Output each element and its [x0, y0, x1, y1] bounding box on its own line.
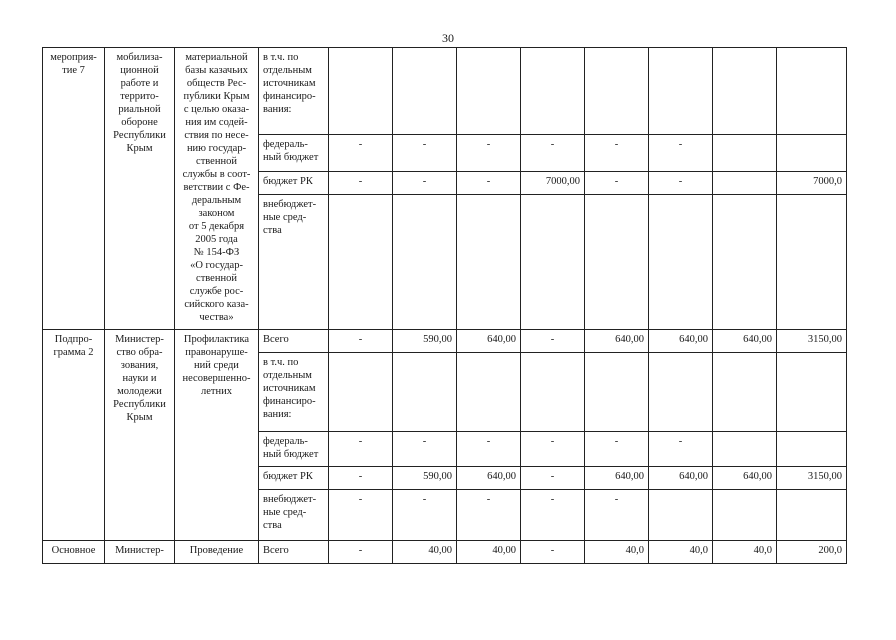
executor-cell: Министер- ство обра- зования, науки и молодежи Республики Крым	[105, 330, 175, 541]
value-cell: -	[521, 330, 585, 353]
value-cell	[457, 353, 521, 432]
source-cell: Всего	[259, 541, 329, 564]
value-cell: 40,0	[649, 541, 713, 564]
value-cell: 40,0	[585, 541, 649, 564]
value-cell	[649, 353, 713, 432]
value-cell	[649, 195, 713, 330]
value-cell	[713, 490, 777, 541]
value-cell: 7000,0	[777, 172, 847, 195]
value-cell: -	[393, 490, 457, 541]
value-cell: 7000,00	[521, 172, 585, 195]
value-cell: 640,00	[585, 467, 649, 490]
value-cell: 640,00	[649, 330, 713, 353]
value-cell: -	[329, 135, 393, 172]
value-cell: -	[393, 135, 457, 172]
value-cell: 590,00	[393, 330, 457, 353]
value-cell	[585, 48, 649, 135]
value-cell: -	[457, 432, 521, 467]
table-row	[43, 541, 847, 564]
budget-table-body	[43, 48, 847, 564]
source-cell: в т.ч. по отдельным источникам финансиро- вания:	[259, 48, 329, 135]
value-cell: -	[585, 432, 649, 467]
value-cell	[713, 48, 777, 135]
value-cell	[713, 195, 777, 330]
value-cell: 40,0	[713, 541, 777, 564]
event-name-cell: Профилактика правонаруше- ний среди несовершенно- летних	[175, 330, 259, 541]
value-cell: -	[457, 490, 521, 541]
value-cell	[585, 195, 649, 330]
value-cell: 640,00	[457, 467, 521, 490]
value-cell	[329, 195, 393, 330]
value-cell: -	[329, 467, 393, 490]
value-cell: 640,00	[457, 330, 521, 353]
table-row	[43, 48, 847, 135]
value-cell: -	[521, 467, 585, 490]
value-cell	[393, 195, 457, 330]
value-cell: 3150,00	[777, 330, 847, 353]
value-cell: 200,0	[777, 541, 847, 564]
source-cell: внебюджет- ные сред- ства	[259, 490, 329, 541]
value-cell: -	[585, 490, 649, 541]
value-cell: -	[521, 432, 585, 467]
table-row	[43, 330, 847, 353]
value-cell: 3150,00	[777, 467, 847, 490]
row-label-cell: Подпро- грамма 2	[43, 330, 105, 541]
executor-cell: Министер-	[105, 541, 175, 564]
source-cell: внебюджет- ные сред- ства	[259, 195, 329, 330]
value-cell	[457, 195, 521, 330]
value-cell: -	[393, 432, 457, 467]
source-cell: бюджет РК	[259, 172, 329, 195]
source-cell: федераль- ный бюджет	[259, 135, 329, 172]
value-cell	[585, 353, 649, 432]
source-cell: федераль- ный бюджет	[259, 432, 329, 467]
value-cell: -	[457, 135, 521, 172]
source-cell: Всего	[259, 330, 329, 353]
value-cell: -	[393, 172, 457, 195]
value-cell	[777, 48, 847, 135]
value-cell: 640,00	[713, 330, 777, 353]
value-cell	[713, 135, 777, 172]
page-number: 30	[442, 31, 454, 45]
value-cell: 640,00	[713, 467, 777, 490]
value-cell: -	[521, 490, 585, 541]
value-cell	[777, 135, 847, 172]
value-cell	[521, 353, 585, 432]
value-cell: -	[329, 490, 393, 541]
value-cell	[329, 48, 393, 135]
value-cell: -	[329, 330, 393, 353]
source-cell: бюджет РК	[259, 467, 329, 490]
source-cell: в т.ч. по отдельным источникам финансиро- вания:	[259, 353, 329, 432]
value-cell	[649, 48, 713, 135]
value-cell: -	[649, 135, 713, 172]
value-cell	[777, 195, 847, 330]
value-cell: 640,00	[585, 330, 649, 353]
value-cell: -	[649, 172, 713, 195]
value-cell: -	[521, 541, 585, 564]
value-cell: -	[329, 172, 393, 195]
value-cell	[649, 490, 713, 541]
row-label-cell: Основное	[43, 541, 105, 564]
event-name-cell: Проведение	[175, 541, 259, 564]
value-cell	[329, 353, 393, 432]
value-cell: 590,00	[393, 467, 457, 490]
value-cell	[713, 432, 777, 467]
value-cell: -	[585, 135, 649, 172]
value-cell	[393, 48, 457, 135]
value-cell	[777, 432, 847, 467]
value-cell: -	[585, 172, 649, 195]
row-label-cell: мероприя- тие 7	[43, 48, 105, 330]
event-name-cell: материальной базы казачьих обществ Рес- публики Крым с целью оказа- ния им содей- ствия по несе- нию государ- ственной службы в соот- ветствии с Фе- деральным законом от 5 декабря 2005 года № 154-ФЗ «О государ- ственной службе рос- сийского каза- чества»	[175, 48, 259, 330]
value-cell	[521, 48, 585, 135]
value-cell	[713, 353, 777, 432]
executor-cell: мобилиза- ционной работе и террито- риальной обороне Республики Крым	[105, 48, 175, 330]
value-cell: 40,00	[393, 541, 457, 564]
value-cell	[521, 195, 585, 330]
value-cell: -	[329, 541, 393, 564]
value-cell: -	[329, 432, 393, 467]
value-cell	[777, 490, 847, 541]
value-cell	[393, 353, 457, 432]
value-cell: -	[521, 135, 585, 172]
value-cell: 640,00	[649, 467, 713, 490]
value-cell	[713, 172, 777, 195]
budget-table	[42, 47, 847, 564]
value-cell: 40,00	[457, 541, 521, 564]
value-cell	[777, 353, 847, 432]
value-cell	[457, 48, 521, 135]
value-cell: -	[457, 172, 521, 195]
value-cell: -	[649, 432, 713, 467]
